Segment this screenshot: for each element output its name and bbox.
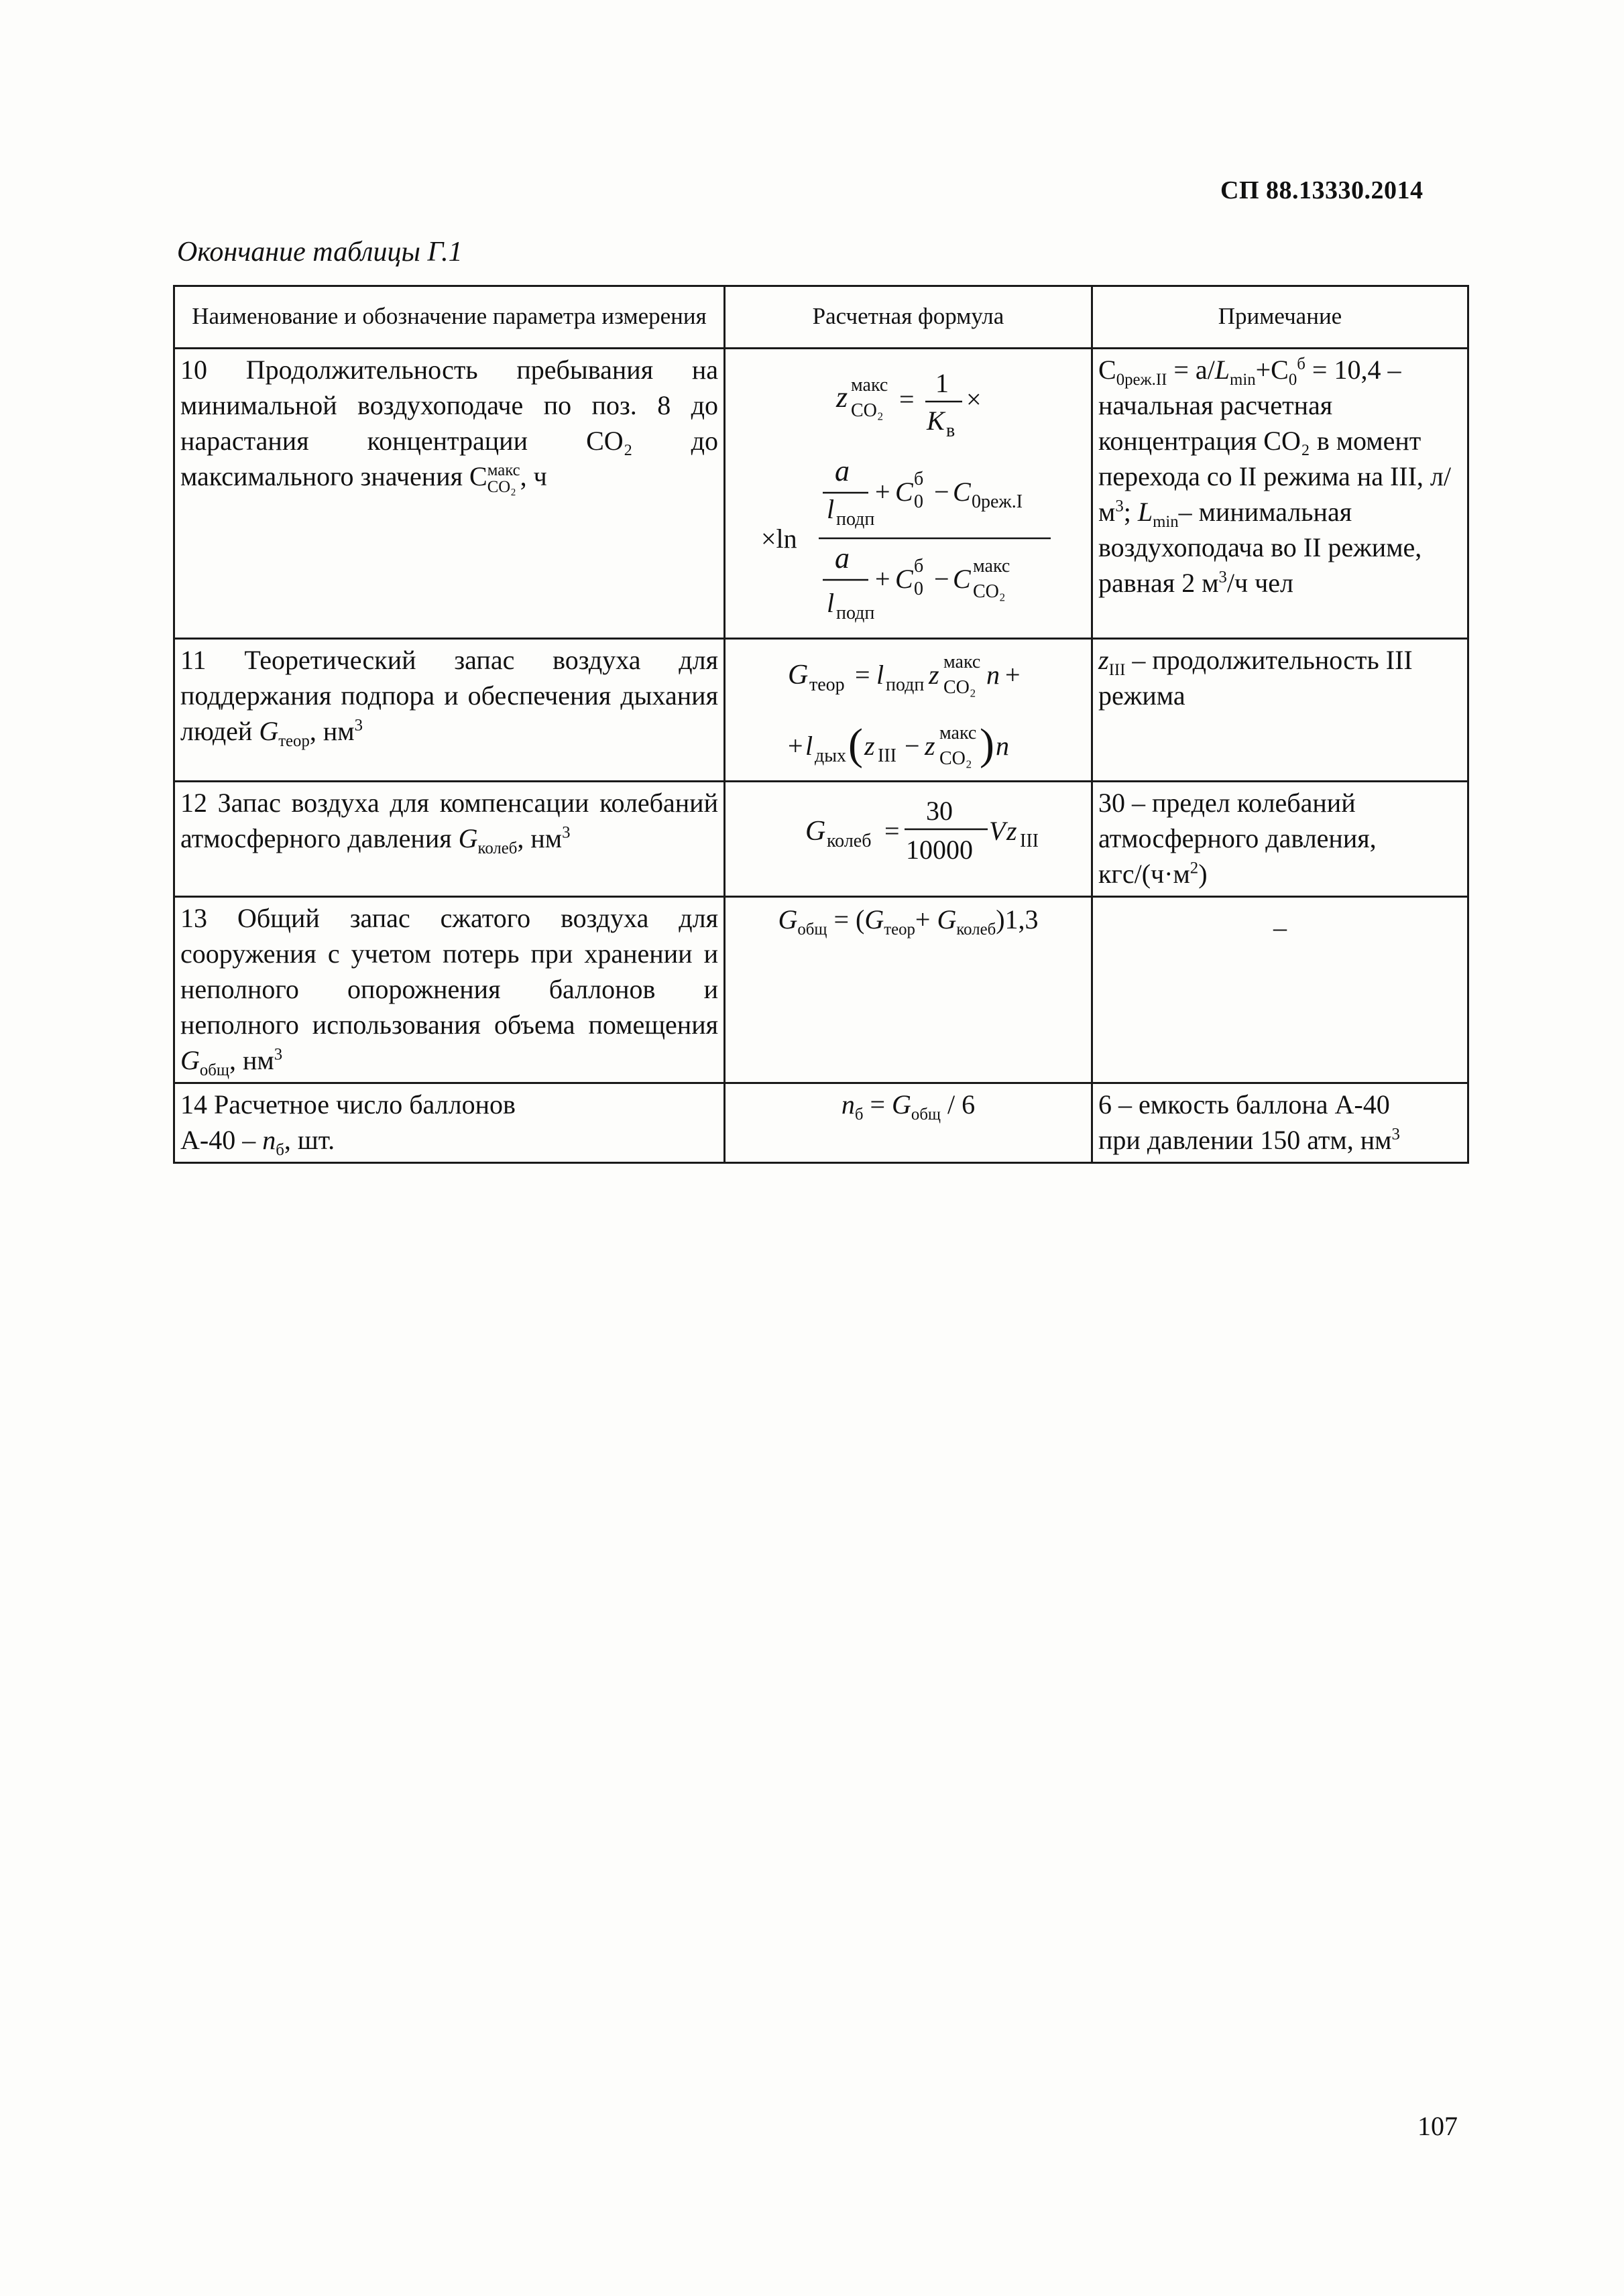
formula-cell-14: $n_б = G_{общ} / 6$ [725, 1083, 1092, 1163]
svg-text:подп: подп [835, 509, 874, 530]
svg-text:1: 1 [935, 368, 949, 398]
formula-cell-12 [725, 782, 1092, 897]
svg-text:z: z [928, 660, 939, 690]
param-cell-10: 10 Продолжительность пребывания на минимальной воздухоподаче по поз. 8 до нарастания концентрации CO₂ до максимального значения C макс CO₂ , ч [174, 349, 725, 639]
svg-text:+: + [874, 564, 890, 594]
svg-text:б: б [913, 469, 923, 489]
svg-text:CO₂: CO₂ [943, 677, 976, 698]
note-cell-12: 30 – предел колебаний атмосферного давления, кгс/$(ч\cdot м^2)$ [1092, 782, 1468, 897]
note-cell-10: $C_{0реж.II} = a/L_{min}+C_0^б = 10,4$ – начальная расчетная концентрация CO₂ в момент перехода со II режима на III, $л/м^3$; $L_{min}-$ минимальная воздухоподача во II режиме, равная 2 $м^3/ч$ чел [1092, 349, 1468, 639]
table-header-row [174, 286, 1468, 349]
svg-text:III: III [1019, 831, 1039, 851]
svg-text:CO₂: CO₂ [850, 400, 884, 421]
svg-text:+: + [874, 477, 890, 507]
table-row [174, 349, 1468, 639]
svg-text:−: − [933, 564, 949, 594]
svg-text:G: G [805, 816, 825, 847]
svg-text:V: V [988, 816, 1005, 846]
svg-text:a: a [834, 455, 850, 487]
table-row [174, 782, 1468, 897]
svg-text:0: 0 [913, 579, 923, 599]
param-cell-13: 13 Общий запас сжатого воздуха для сооружения с учетом потерь при хранении и неполного опорожнения баллонов и неполного использования объема помещения $G_{общ}$, $нм^3$ [174, 897, 725, 1083]
svg-text:=: = [854, 660, 870, 690]
formula-11 [761, 642, 1056, 776]
svg-text:теор: теор [809, 674, 845, 695]
svg-text:=: = [898, 384, 915, 414]
formula-cell-13: $G_{общ} = (G_{теор}+ G_{колеб})1,3$ [725, 897, 1092, 1083]
column-header-note: Примечание [1092, 286, 1468, 349]
svg-text:l: l [876, 660, 884, 690]
svg-text:+: + [787, 731, 803, 761]
svg-text:в: в [945, 420, 955, 441]
svg-text:CO₂: CO₂ [972, 581, 1006, 602]
svg-text:подп: подп [835, 603, 874, 623]
column-header-formula: Расчетная формула [725, 286, 1092, 349]
parameters-table [173, 285, 1469, 1164]
svg-text:макс: макс [939, 723, 976, 743]
svg-text:+: + [1004, 660, 1021, 690]
svg-text:б: б [913, 556, 923, 577]
svg-text:z: z [835, 381, 848, 414]
svg-text:III: III [877, 745, 896, 766]
svg-text:0: 0 [913, 491, 923, 512]
svg-text:n: n [995, 731, 1009, 761]
svg-text:30: 30 [925, 796, 953, 826]
svg-text:макс: макс [943, 652, 980, 672]
svg-text:(: ( [848, 720, 863, 769]
svg-text:l: l [805, 731, 813, 761]
formula-10 [761, 352, 1056, 633]
table-row [174, 897, 1468, 1083]
page-number: 107 [1417, 2111, 1458, 2141]
svg-text:G: G [787, 660, 808, 690]
svg-text:0реж.I: 0реж.I [971, 491, 1023, 512]
svg-text:z: z [864, 731, 875, 761]
svg-text:C: C [952, 477, 971, 507]
svg-text:×ln: ×ln [760, 524, 797, 554]
param-symbol: C макс CO₂ [469, 461, 520, 496]
svg-text:n: n [986, 660, 1000, 690]
table-caption: Окончание таблицы Г.1 [177, 237, 463, 267]
svg-text:=: = [884, 816, 900, 846]
document-code: СП 88.13330.2014 [1220, 176, 1424, 204]
param-cell-14: 14 Расчетное число баллонов $А-40 - n_б$, шт. [174, 1083, 725, 1163]
svg-text:макс: макс [972, 556, 1010, 577]
svg-text:z: z [924, 731, 935, 761]
note-cell-11: $z_{III}$ – продолжительность III режима [1092, 639, 1468, 782]
svg-text:C: C [894, 477, 913, 507]
param-text: 10 Продолжительность пребывания на минимальной воздухоподаче по поз. 8 до нарастания концентрации CO₂ до максимального значения [180, 355, 718, 491]
svg-text:×: × [966, 384, 982, 414]
svg-text:CO₂: CO₂ [939, 748, 972, 769]
formula-cell-11 [725, 639, 1092, 782]
column-header-parameter: Наименование и обозначение параметра измерения [174, 286, 725, 349]
svg-text:C: C [894, 564, 913, 594]
svg-text:C: C [952, 564, 971, 594]
formula-12 [761, 785, 1056, 879]
svg-text:a: a [834, 542, 850, 575]
svg-text:K: K [926, 406, 945, 436]
param-cell-11: 11 Теоретический запас воздуха для поддержания подпора и обеспечения дыхания людей $G_{теор}$, $нм^3$ [174, 639, 725, 782]
table-row [174, 1083, 1468, 1163]
note-cell-14: 6 – емкость баллона А-40 при давлении 150 атм, $нм^3$ [1092, 1083, 1468, 1163]
svg-text:l: l [826, 494, 834, 524]
svg-text:): ) [979, 720, 994, 769]
table-row [174, 639, 1468, 782]
svg-text:l: l [826, 588, 834, 618]
svg-text:колеб: колеб [826, 831, 871, 851]
svg-text:10000: 10000 [905, 835, 973, 865]
formula-cell-10 [725, 349, 1092, 639]
svg-text:−: − [904, 731, 920, 761]
param-cell-12: 12 Запас воздуха для компенсации колебаний атмосферного давления $G_{колеб}$, $нм^3$ [174, 782, 725, 897]
svg-text:макс: макс [850, 375, 888, 396]
svg-text:−: − [933, 477, 949, 507]
svg-text:дых: дых [814, 745, 846, 766]
svg-text:подп: подп [885, 674, 924, 695]
svg-text:z: z [1006, 816, 1017, 846]
note-cell-13: – [1092, 897, 1468, 1083]
